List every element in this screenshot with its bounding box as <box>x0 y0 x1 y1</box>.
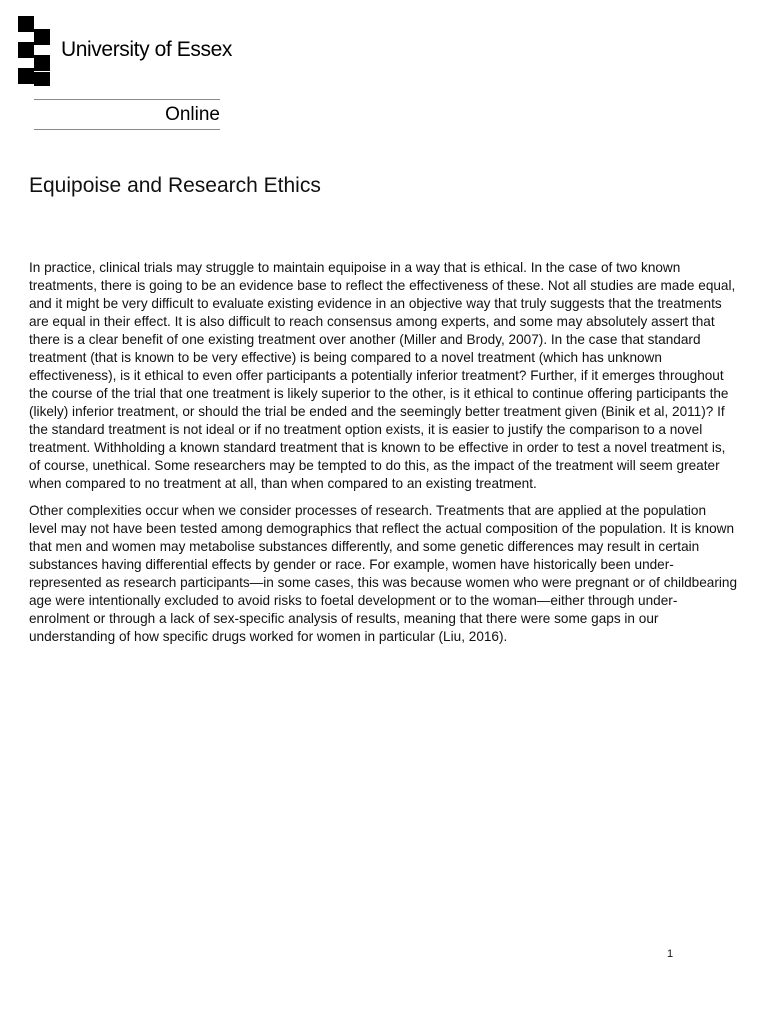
page-number: 1 <box>667 948 674 960</box>
document-body <box>29 259 737 655</box>
university-logo-icon <box>18 16 50 86</box>
organization-name: University of Essex <box>61 38 232 61</box>
body-paragraph: Other complexities occur when we consider processes of research. Treatments that are applied at the population level may not have been tested among demographics that reflect the actual composition of the population. It is known that men and women may metabolise substances differently, and some genetic differences may result in certain substances having differential effects by gender or race. For example, women have historically been under-represented as research participants—in some cases, this was because women who were pregnant or of childbearing age were intentionally excluded to avoid risks to foetal development or to the woman—either through under-enrolment or through a lack of sex-specific analysis of results, meaning that there were some gaps in our understanding of how specific drugs worked for women in particular (Liu, 2016). <box>29 503 738 644</box>
header-divider-bottom <box>34 129 220 130</box>
header-divider-top <box>34 99 220 100</box>
sub-brand-label: Online <box>165 104 220 125</box>
document-title: Equipoise and Research Ethics <box>29 174 321 197</box>
body-paragraph: In practice, clinical trials may struggle to maintain equipoise in a way that is ethical. In the case of two known treatments, there is going to be an evidence base to reflect the effectiveness of these. Not all studies are made equal, and it might be very difficult to evaluate existing evidence in an objective way that truly suggests that the treatments are equal in their effect. It is also difficult to reach consensus among experts, and some may absolutely assert that there is a clear benefit of one existing treatment over another (Miller and Brody, 2007). In the case that standard treatment (that is known to be very effective) is being compared to a novel treatment (which has unknown effectiveness), is it ethical to even offer participants a potentially inferior treatment? Further, if it emerges throughout the course of the trial that one treatment is likely superior to the other, is it ethical to continue offering participants the (likely) inferior treatment, or should the trial be ended and the seemingly better treatment given (Binik et al, 2011)? If the standard treatment is not ideal or if no treatment option exists, it is easier to justify the comparison to a novel treatment. Withholding a known standard treatment that is known to be effective in order to test a novel treatment is, of course, unethical. Some researchers may be tempted to do this, as the impact of the treatment will seem greater when compared to no treatment at all, than when compared to an existing treatment. <box>29 260 736 491</box>
